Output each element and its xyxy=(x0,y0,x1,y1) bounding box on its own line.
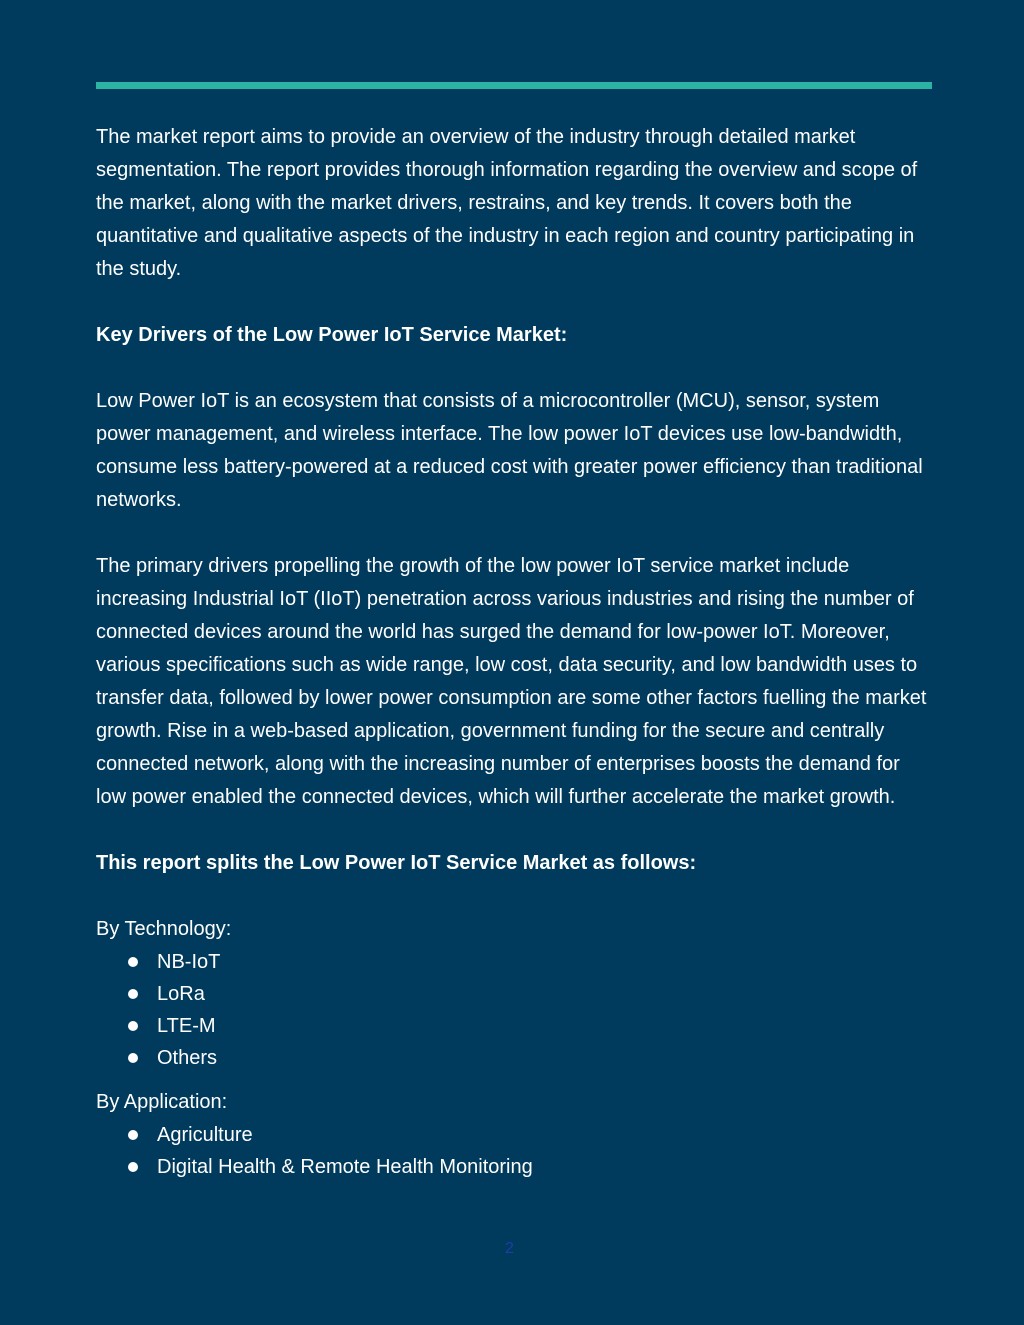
page-number: 2 xyxy=(505,1240,514,1257)
list-item: Digital Health & Remote Health Monitoring xyxy=(96,1151,932,1183)
drivers-paragraph: The primary drivers propelling the growth of the low power IoT service market include increasing Industrial IoT (IIoT) penetration across various industries and rising the number of connected devices around the world has surged the demand for low-power IoT. Moreover, various specifications such as wide range, low cost, data security, and low bandwidth uses to transfer data, followed by lower power consumption are some other factors fuelling the market growth. Rise in a web-based application, government funding for the secure and centrally connected network, along with the increasing number of enterprises boosts the demand for low power enabled the connected devices, which will further accelerate the market growth. xyxy=(96,555,927,808)
list-item: NB-IoT xyxy=(96,946,932,978)
bullet-icon xyxy=(128,957,138,967)
list-item: LoRa xyxy=(96,978,932,1010)
list-item: LTE-M xyxy=(96,1010,932,1042)
bullet-icon xyxy=(128,989,138,999)
definition-paragraph: Low Power IoT is an ecosystem that consists of a microcontroller (MCU), sensor, system power management, and wireless interface. The low power IoT devices use low-bandwidth, consume less battery-powered at a reduced cost with greater power efficiency than traditional networks. xyxy=(96,390,923,511)
split-heading: This report splits the Low Power IoT Service Market as follows: xyxy=(96,852,697,874)
bullet-icon xyxy=(128,1130,138,1140)
bullet-icon xyxy=(128,1162,138,1172)
bullet-icon xyxy=(128,1021,138,1031)
application-list xyxy=(96,1119,932,1183)
drivers-heading: Key Drivers of the Low Power IoT Service Market: xyxy=(96,324,568,346)
list-item: Others xyxy=(96,1042,932,1074)
header-accent-rule xyxy=(96,82,932,89)
document-body xyxy=(96,121,932,1183)
intro-paragraph: The market report aims to provide an overview of the industry through detailed market segmentation. The report provides thorough information regarding the overview and scope of the market, along with the market drivers, restrains, and key trends. It covers both the quantitative and qualitative aspects of the industry in each region and country participating in the study. xyxy=(96,126,918,280)
technology-list xyxy=(96,946,932,1074)
list-item: Agriculture xyxy=(96,1119,932,1151)
technology-label: By Technology: xyxy=(96,918,232,940)
bullet-icon xyxy=(128,1053,138,1063)
application-label: By Application: xyxy=(96,1091,228,1113)
